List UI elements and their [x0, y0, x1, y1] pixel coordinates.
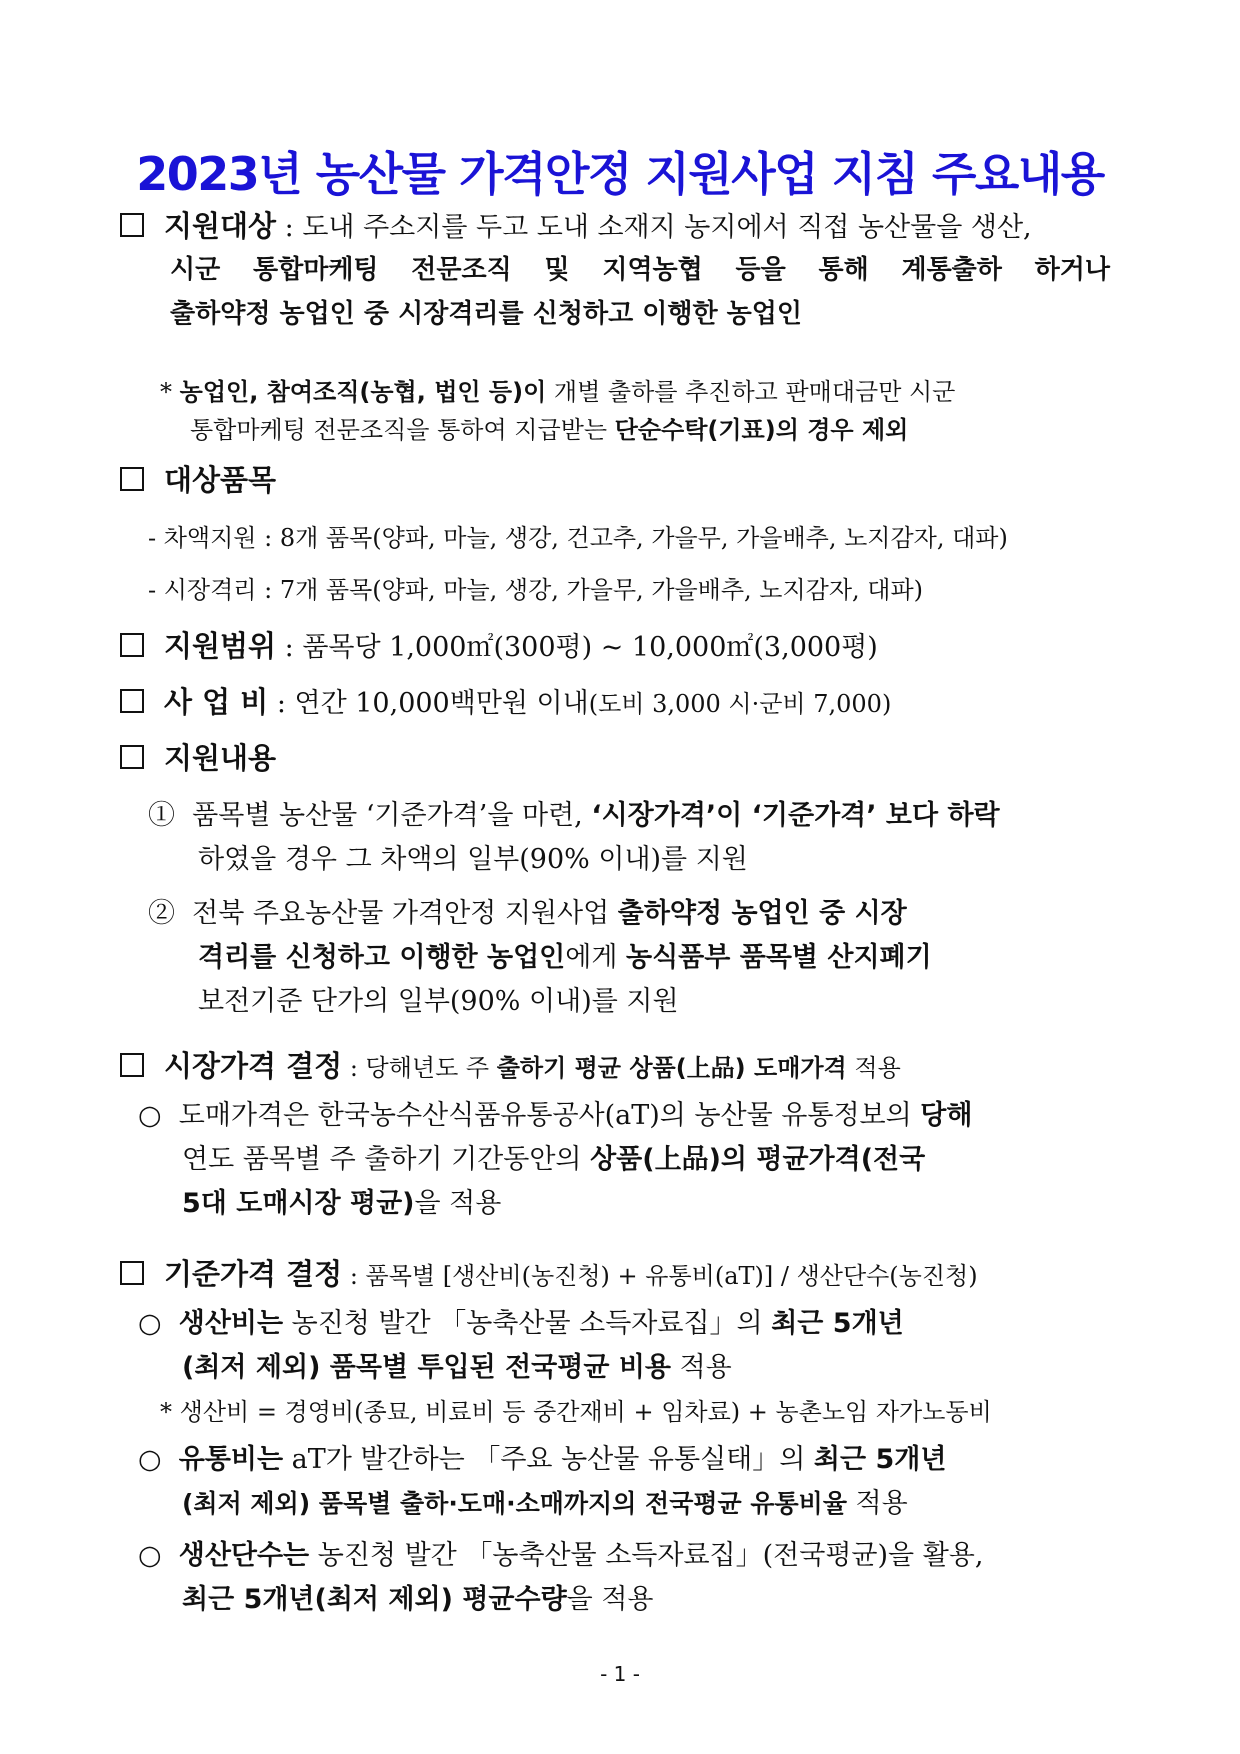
circle-bullet-icon: ○ — [138, 1308, 162, 1339]
market-bullet-line1: ○ 도매가격은 한국농수산식품유통공사(aT)의 농산물 유통정보의 당해 — [138, 1100, 973, 1131]
circle-bullet-icon: ○ — [138, 1444, 162, 1475]
section-market: 시장가격 결정 : 당해년도 주 출하기 평균 상품(上品) 도매가격 적용 — [120, 1046, 901, 1088]
content-item1-line2: 하였을 경우 그 차액의 일부(90% 이내)를 지원 — [198, 844, 748, 875]
content-item1-line1: ① 품목별 농산물 ‘기준가격’을 마련, ‘시장가격’이 ‘기준가격’ 보다 하락 — [148, 800, 1000, 831]
section-heading: 사 업 비 — [164, 685, 269, 719]
section-base: 기준가격 결정 : 품목별 [생산비(농진청) + 유통비(aT)] / 생산단수(농진청) — [120, 1254, 978, 1296]
base-bullet1-line1: ○ 생산비는 농진청 발간 「농축산물 소득자료집」의 최근 5개년 — [138, 1308, 904, 1339]
base-bullet3-line2: 최근 5개년(최저 제외) 평균수량을 적용 — [182, 1584, 654, 1615]
content-item2-line1: ② 전북 주요농산물 가격안정 지원사업 출하약정 농업인 중 시장 — [148, 898, 907, 929]
checkbox-square-icon — [120, 633, 144, 657]
items-line1: - 차액지원 : 8개 품목(양파, 마늘, 생강, 건고추, 가을무, 가을배추, 노지감자, 대파) — [148, 524, 1008, 552]
base-bullet3-line1: ○ 생산단수는 농진청 발간 「농축산물 소득자료집」(전국평균)을 활용, — [138, 1540, 984, 1571]
circle-bullet-icon: ○ — [138, 1100, 162, 1131]
target-text-line1: 도내 주소지를 두고 도내 소재지 농지에서 직접 농산물을 생산, — [302, 212, 1032, 243]
asterisk: * — [160, 378, 172, 406]
base-note: * 생산비 = 경영비(종묘, 비료비 등 중간재비 + 임차료) + 농촌노임 자가노동비 — [160, 1398, 992, 1426]
content-item2-line2: 격리를 신청하고 이행한 농업인에게 농식품부 품목별 산지폐기 — [198, 942, 932, 973]
page-title: 2023년 농산물 가격안정 지원사업 지침 주요내용 — [136, 147, 1104, 201]
section-heading: 지원내용 — [164, 741, 277, 775]
base-bullet1-line2: (최저 제외) 품목별 투입된 전국평균 비용 적용 — [182, 1352, 732, 1383]
section-content — [120, 738, 276, 780]
base-bullet2-line2: (최저 제외) 품목별 출하·도매·소매까지의 전국평균 유통비율 적용 — [182, 1488, 908, 1519]
checkbox-square-icon — [120, 1053, 144, 1077]
page-number: - 1 - — [600, 1662, 640, 1686]
section-heading: 지원범위 — [164, 629, 277, 663]
target-text-line3: 출하약정 농업인 중 시장격리를 신청하고 이행한 농업인 — [170, 299, 802, 329]
checkbox-square-icon — [120, 213, 144, 237]
section-items — [120, 460, 276, 502]
asterisk: * — [160, 1398, 172, 1426]
checkbox-square-icon — [120, 745, 144, 769]
checkbox-square-icon — [120, 1261, 144, 1285]
section-heading: 대상품목 — [164, 463, 277, 497]
circled-number: ① — [148, 800, 175, 831]
checkbox-square-icon — [120, 467, 144, 491]
checkbox-square-icon — [120, 689, 144, 713]
base-bullet2-line1: ○ 유통비는 aT가 발간하는 「주요 농산물 유통실태」의 최근 5개년 — [138, 1444, 947, 1475]
market-bullet-line3: 5대 도매시장 평균)을 적용 — [182, 1188, 502, 1219]
target-note-line2: 통합마케팅 전문조직을 통하여 지급받는 단순수탁(기표)의 경우 제외 — [190, 416, 909, 444]
section-scope: 지원범위 : 품목당 1,000㎡(300평) ~ 10,000㎡(3,000평) — [120, 626, 878, 668]
section-heading: 지원대상 — [164, 209, 277, 243]
section-heading: 시장가격 결정 — [164, 1049, 343, 1083]
colon: : — [276, 212, 303, 243]
items-line2: - 시장격리 : 7개 품목(양파, 마늘, 생강, 가을무, 가을배추, 노지감자, 대파) — [148, 576, 924, 604]
market-bullet-line2: 연도 품목별 주 출하기 기간동안의 상품(上品)의 평균가격(전국 — [182, 1144, 926, 1175]
section-heading: 기준가격 결정 — [164, 1257, 343, 1291]
target-note-line1: * 농업인, 참여조직(농협, 법인 등)이 개별 출하를 추진하고 판매대금만 시군 — [160, 378, 956, 406]
circle-bullet-icon: ○ — [138, 1540, 162, 1571]
circled-number: ② — [148, 898, 175, 929]
content-item2-line3: 보전기준 단가의 일부(90% 이내)를 지원 — [198, 986, 679, 1017]
target-text-line2: 시군 통합마케팅 전문조직 및 지역농협 등을 통해 계통출하 하거나 — [170, 255, 1110, 285]
section-budget: 사 업 비 : 연간 10,000백만원 이내(도비 3,000 시·군비 7,000) — [120, 682, 891, 724]
section-target — [120, 206, 1032, 248]
